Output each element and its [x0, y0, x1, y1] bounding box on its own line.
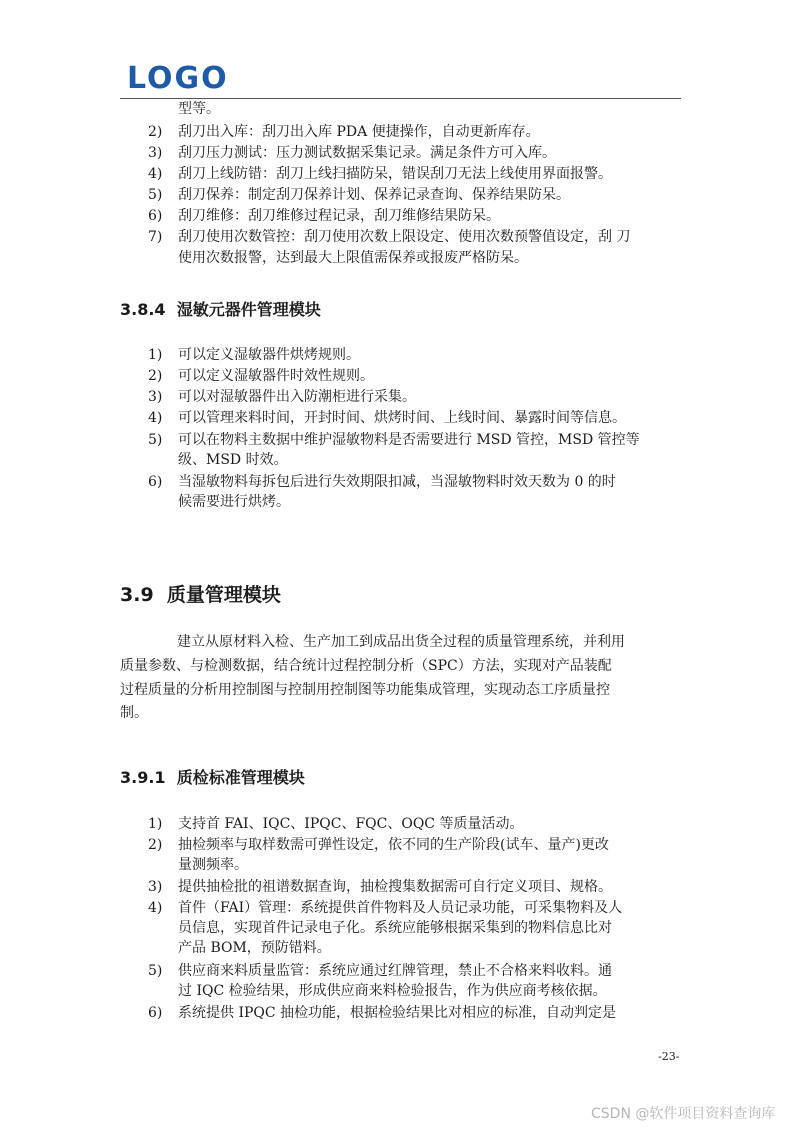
section-number: 3.8.4 [120, 300, 166, 319]
list-item-number: 4) [148, 900, 163, 916]
logo: LOGO [127, 61, 229, 96]
list-item-text: 系统提供 IPQC 抽检功能，根据检验结果比对相应的标准，自动判定是 [178, 1005, 617, 1021]
list-item-text: 量测频率。 [178, 857, 248, 873]
section-number: 3.9 [120, 584, 154, 606]
list-item-text: 刮刀使用次数管控：刮刀使用次数上限设定、使用次数预警值设定，刮 刀 [178, 229, 631, 245]
list-item-text: 可以管理来料时间，开封时间、烘烤时间、上线时间、暴露时间等信息。 [178, 410, 626, 426]
list-item-text: 供应商来料质量监管：系统应通过红牌管理，禁止不合格来料收料。通 [178, 963, 612, 979]
section-heading-3-8-4 [120, 297, 321, 320]
list-item-number: 2) [148, 124, 163, 140]
section-number: 3.9.1 [120, 768, 166, 787]
list-item-text: 员信息，实现首件记录电子化。系统应能够根据采集到的物料信息比对 [178, 920, 612, 936]
paragraph-line: 质量参数、与检测数据，结合统计过程控制分析（SPC）方法，实现对产品装配 [120, 658, 612, 674]
list-item-text: 可以在物料主数据中维护湿敏物料是否需要进行 MSD 管控，MSD 管控等 [178, 432, 640, 448]
list-item-text: 级、MSD 时效。 [178, 452, 288, 468]
list-item-text: 使用次数报警，达到最大上限值需保养或报废严格防呆。 [178, 250, 528, 266]
list-item-text: 抽检频率与取样数需可弹性设定，依不同的生产阶段(试车、量产)更改 [178, 837, 609, 853]
list-item-text: 刮刀维修：刮刀维修过程记录，刮刀维修结果防呆。 [178, 208, 500, 224]
paragraph-line: 过程质量的分析用控制图与控制用控制图等功能集成管理，实现动态工序质量控 [120, 682, 610, 698]
list-item-number: 6) [148, 208, 163, 224]
list-item-number: 2) [148, 368, 163, 384]
list-item-number: 1) [148, 816, 163, 832]
list-item-number: 5) [148, 187, 163, 203]
list-item-text: 可以定义湿敏器件时效性规则。 [178, 368, 374, 384]
list-item-text: 过 IQC 检验结果，形成供应商来料检验报告，作为供应商考核依据。 [178, 983, 607, 999]
section-title: 质量管理模块 [166, 584, 281, 606]
list-item-text: 刮刀上线防错：刮刀上线扫描防呆，错误刮刀无法上线使用界面报警。 [178, 166, 612, 182]
list-item-number: 3) [148, 389, 163, 405]
list-item-text: 首件（FAI）管理：系统提供首件物料及人员记录功能，可采集物料及人 [178, 900, 623, 916]
list-item-text: 可以对湿敏器件出入防潮柜进行采集。 [178, 389, 416, 405]
list-item-text: 型等。 [178, 101, 220, 117]
list-item-number: 6) [148, 1005, 163, 1021]
page-number: -23- [658, 1050, 680, 1063]
list-item-text: 刮刀压力测试：压力测试数据采集记录。满足条件方可入库。 [178, 145, 556, 161]
list-item-text: 候需要进行烘烤。 [178, 494, 290, 510]
list-item-number: 4) [148, 410, 163, 426]
paragraph-line: 制。 [120, 705, 148, 721]
list-item-number: 3) [148, 879, 163, 895]
list-item-number: 5) [148, 963, 163, 979]
list-item-number: 1) [148, 347, 163, 363]
watermark: CSDN @软件项目资料查询库 [591, 1106, 776, 1122]
section-heading-3-9-1 [120, 765, 305, 788]
list-item-text: 可以定义湿敏器件烘烤规则。 [178, 347, 360, 363]
list-item-text: 提供抽检批的祖谱数据查询，抽检搜集数据需可自行定义项目、规格。 [178, 879, 612, 895]
list-item-number: 7) [148, 229, 163, 245]
section-heading-3-9 [120, 580, 281, 607]
list-item-text: 刮刀保养：制定刮刀保养计划、保养记录查询、保养结果防呆。 [178, 187, 570, 203]
list-item-number: 3) [148, 145, 163, 161]
list-item-number: 6) [148, 474, 163, 490]
list-item-text: 当湿敏物料每拆包后进行失效期限扣减，当湿敏物料时效天数为 0 的时 [178, 474, 616, 490]
paragraph-line: 建立从原材料入检、生产加工到成品出货全过程的质量管理系统，并利用 [177, 634, 625, 650]
section-title: 湿敏元器件管理模块 [176, 300, 321, 319]
list-item-number: 2) [148, 837, 163, 853]
list-item-text: 刮刀出入库：刮刀出入库 PDA 便捷操作，自动更新库存。 [178, 124, 540, 140]
list-item-number: 4) [148, 166, 163, 182]
section-title: 质检标准管理模块 [176, 768, 305, 787]
list-item-text: 产品 BOM，预防错料。 [178, 940, 331, 956]
list-item-text: 支持首 FAI、IQC、IPQC、FQC、OQC 等质量活动。 [178, 816, 524, 832]
list-item-number: 5) [148, 432, 163, 448]
